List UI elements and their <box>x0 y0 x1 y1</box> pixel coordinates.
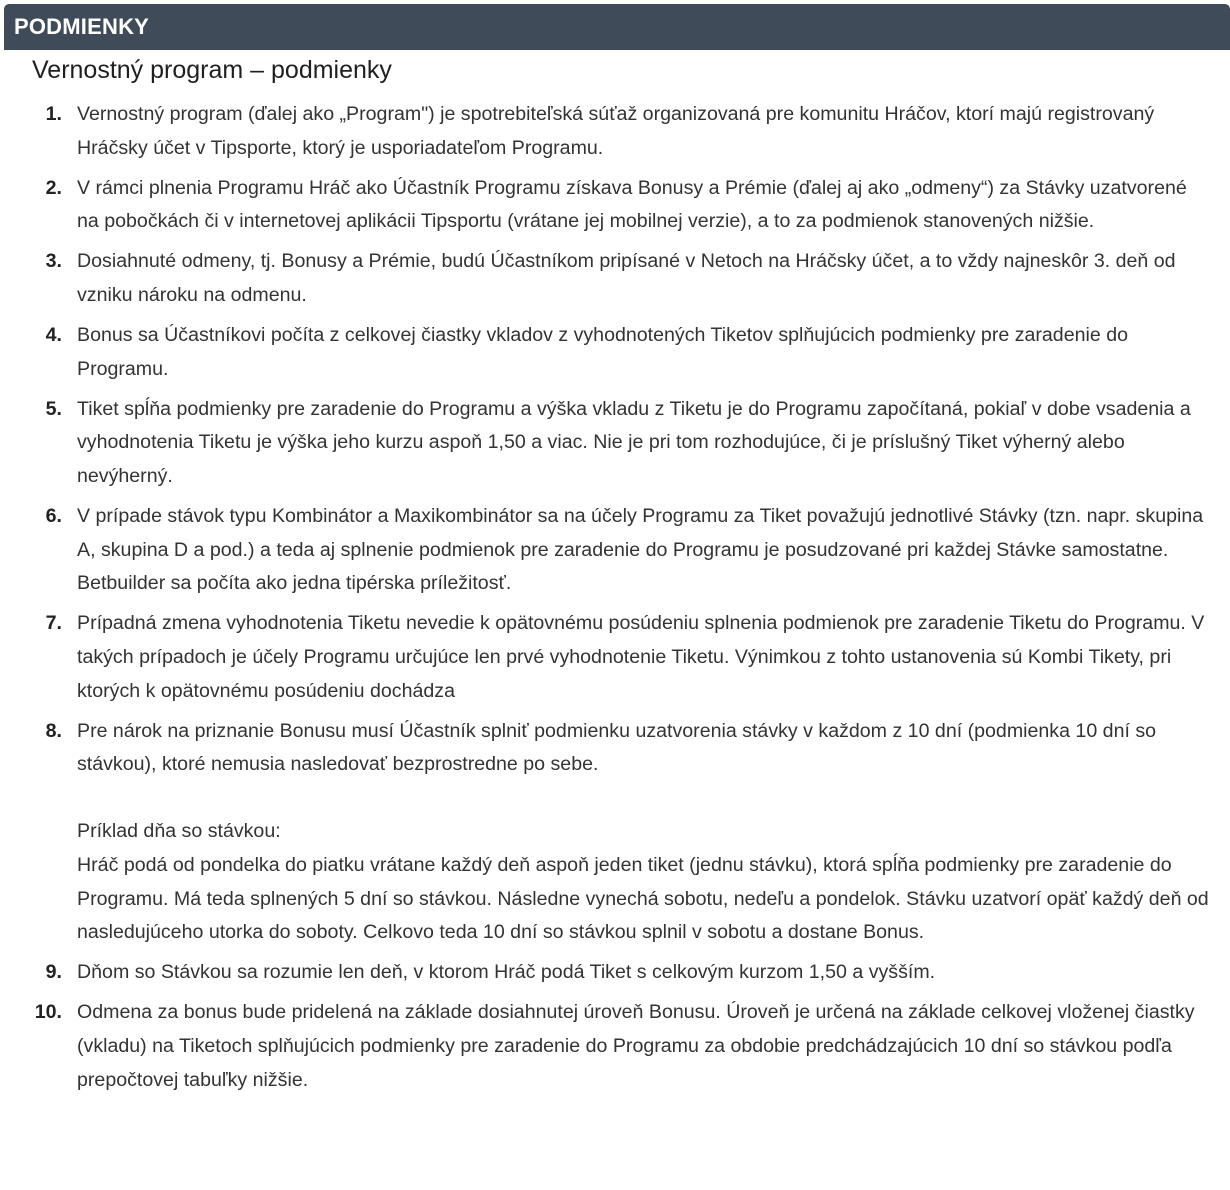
section-header <box>4 4 1230 50</box>
term-item <box>0 393 1210 494</box>
term-text: Prípadná zmena vyhodnotenia Tiketu nevedie k opätovnému posúdeniu splnenia podmienok pre zaradenie Tiketu do Programu. V takých prípadoch je účely Programu určujúce len prvé vyhodnotenie Tiketu. Výnimkou z tohto ustanovenia sú Kombi Tikety, pri ktorých k opätovnému posúdeniu dochádza <box>77 612 1205 702</box>
term-item <box>0 500 1210 601</box>
term-number: 5. <box>45 397 62 420</box>
example-block <box>77 815 1210 949</box>
term-text: Dňom so Stávkou sa rozumie len deň, v ktorom Hráč podá Tiket s celkovým kurzom 1,50 a vyšším. <box>77 961 936 984</box>
term-text: V rámci plnenia Programu Hráč ako Účastník Programu získava Bonusy a Prémie (ďalej aj ako „odmeny“) za Stávky uzatvorené na pobočkách či v internetovej aplikácii Tipsportu (vrátane jej mobilnej verzie), a to za podmienok stanovených nižšie. <box>77 176 1187 233</box>
term-text: Odmena za bonus bude pridelená na základe dosiahnutej úroveň Bonusu. Úroveň je určená na základe celkovej vloženej čiastky (vkladu) na Tiketoch splňujúcich podmienky pre zaradenie do Programu za obdobie predchádzajúcich 10 dní so stávkou podľa prepočtovej tabuľky nižšie. <box>77 1001 1195 1091</box>
section-header-title: PODMIENKY <box>14 14 150 39</box>
term-item <box>0 607 1210 708</box>
term-item <box>0 172 1210 239</box>
term-item <box>0 98 1210 165</box>
term-item <box>0 956 1210 990</box>
term-number: 4. <box>45 324 62 347</box>
terms-list <box>0 98 1210 1104</box>
term-text: Dosiahnuté odmeny, tj. Bonusy a Prémie, budú Účastníkom pripísané v Netoch na Hráčsky účet, a to vždy najneskôr 3. deň od vzniku nároku na odmenu. <box>77 250 1176 306</box>
term-number: 6. <box>45 505 62 528</box>
term-text: Bonus sa Účastníkovi počíta z celkovej čiastky vkladov z vyhodnotených Tiketov splňujúcich podmienky pre zaradenie do Programu. <box>77 324 1128 380</box>
term-text: Vernostný program (ďalej ako „Program") je spotrebiteľská súťaž organizovaná pre komunitu Hráčov, ktorí majú registrovaný Hráčsky účet v Tipsporte, ktorý je usporiadateľom Programu. <box>77 103 1155 159</box>
term-text: Tiket spĺňa podmienky pre zaradenie do Programu a výška vkladu z Tiketu je do Programu započítaná, pokiaľ v dobe vsadenia a vyhodnotenia Tiketu je výška jeho kurzu aspoň 1,50 a viac. Nie je pri tom rozhodujúce, či je príslušný Tiket výherný alebo nevýherný. <box>77 397 1191 487</box>
term-number: 2. <box>45 176 62 199</box>
example-text: Hráč podá od pondelka do piatku vrátane každý deň aspoň jeden tiket (jednu stávku), ktorá spĺňa podmienky pre zaradenie do Programu. Má teda splnených 5 dní so stávkou. Následne vynechá sobotu, nedeľu a pondelok. Stávku uzatvorí opäť každý deň od nasledujúceho utorka do soboty. Celkovo teda 10 dní so stávkou splnil v sobotu a dostane Bonus. <box>77 853 1209 944</box>
example-title: Príklad dňa so stávkou: <box>77 820 281 843</box>
term-number: 10. <box>34 1001 62 1024</box>
term-number: 1. <box>45 103 62 125</box>
term-text: V prípade stávok typu Kombinátor a Maxikombinátor sa na účely Programu za Tiket považujú jednotlivé Stávky (tzn. napr. skupina A, skupina D a pod.) a teda aj splnenie podmienok pre zaradenie do Programu je posudzované pri každej Stávke samostatne. Betbuilder sa počíta ako jedna tipérska príležitosť. <box>77 505 1204 595</box>
term-item <box>0 996 1210 1097</box>
term-item <box>0 245 1210 312</box>
term-number: 3. <box>45 250 62 273</box>
term-item <box>0 715 1210 950</box>
term-number: 7. <box>45 612 62 635</box>
term-item <box>0 319 1210 386</box>
term-text: Pre nárok na priznanie Bonusu musí Účastník splniť podmienku uzatvorenia stávky v každom z 10 dní (podmienka 10 dní so stávkou), ktoré nemusia nasledovať bezprostredne po sebe. <box>77 719 1157 776</box>
term-number: 9. <box>45 961 62 984</box>
term-number: 8. <box>45 719 62 742</box>
page-title: Vernostný program – podmienky <box>32 56 392 84</box>
